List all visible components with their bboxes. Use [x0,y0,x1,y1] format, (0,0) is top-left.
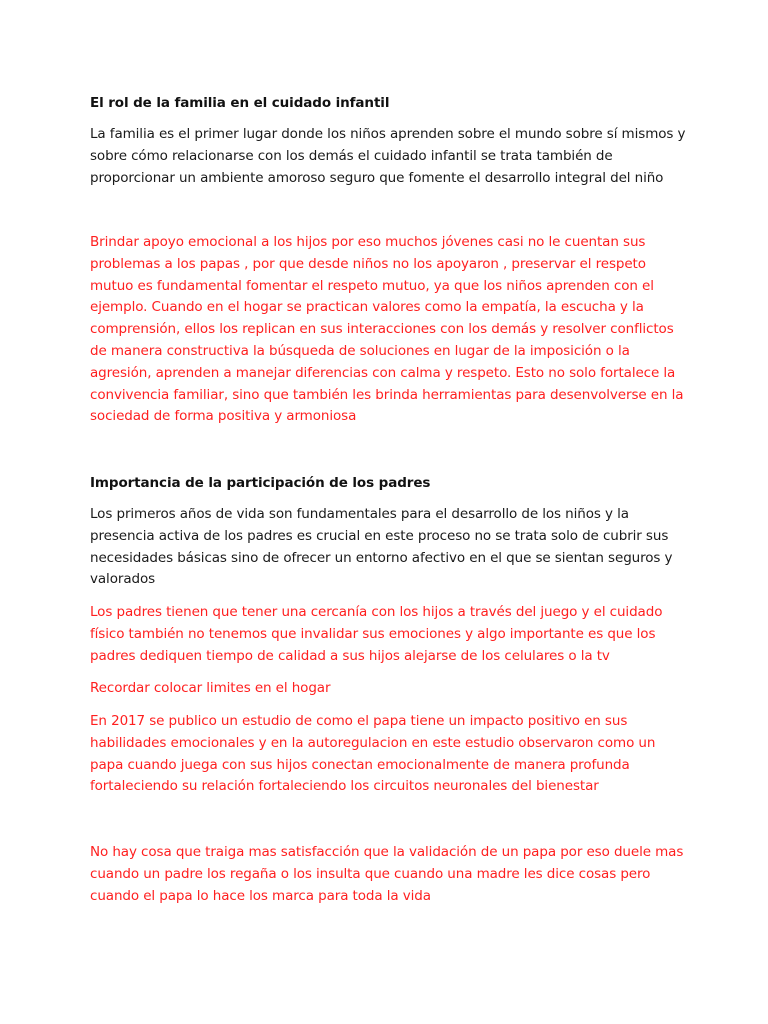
paragraph-parent-participation: Los primeros años de vida son fundamentales para el desarrollo de los niños y la presencia activa de los padres es crucial en este proceso no se trata solo de cubrir sus necesidades básicas sino de ofrecer un entorno afectivo en el que se sientan seguros y valorados [90,506,673,588]
section-heading-parent-participation: Importancia de la participación de los padres [90,475,431,491]
note-father-validation: No hay cosa que traiga mas satisfacción que la validación de un papa por eso duele mas cuando un padre los regaña o los insulta que cuando una madre les dice cosas pero cuando el papa lo hace los marca para toda la vida [90,844,684,904]
note-emotional-support: Brindar apoyo emocional a los hijos por eso muchos jóvenes casi no le cuentan sus problemas a los papas , por que desde niños no los apoyaron , preservar el respeto mutuo es fundamental fomentar el respeto mutuo, ya que los niños aprenden con el ejemplo. Cuando en el hogar se practican valores como la empatía, la escucha y la comprensión, ellos los replican en sus interacciones con los demás y resolver conflictos de manera constructiva la búsqueda de soluciones en lugar de la imposición o la agresión, aprenden a manejar diferencias con calma y respeto. Esto no solo fortalece la convivencia familiar, sino que también les brinda herramientas para desenvolverse en la sociedad de forma positiva y armoniosa [90,234,684,425]
section-heading-family-role: El rol de la familia en el cuidado infantil [90,95,390,111]
note-closeness-with-children: Los padres tienen que tener una cercanía con los hijos a través del juego y el cuidado físico también no tenemos que invalidar sus emociones y algo importante es que los padres dediquen tiempo de calidad a sus hijos alejarse de los celulares o la tv [90,604,663,664]
paragraph-family-role: La familia es el primer lugar donde los niños aprenden sobre el mundo sobre sí mismos y sobre cómo relacionarse con los demás el cuidado infantil se trata también de proporcionar un ambiente amoroso seguro que fomente el desarrollo integral del niño [90,126,686,186]
note-2017-study: En 2017 se publico un estudio de como el papa tiene un impacto positivo en sus habilidades emocionales y en la autoregulacion en este estudio observaron como un papa cuando juega con sus hijos conectan emocionalmente de manera profunda fortaleciendo su relación fortaleciendo los circuitos neuronales del bienestar [90,713,656,795]
note-set-limits: Recordar colocar limites en el hogar [90,680,331,696]
